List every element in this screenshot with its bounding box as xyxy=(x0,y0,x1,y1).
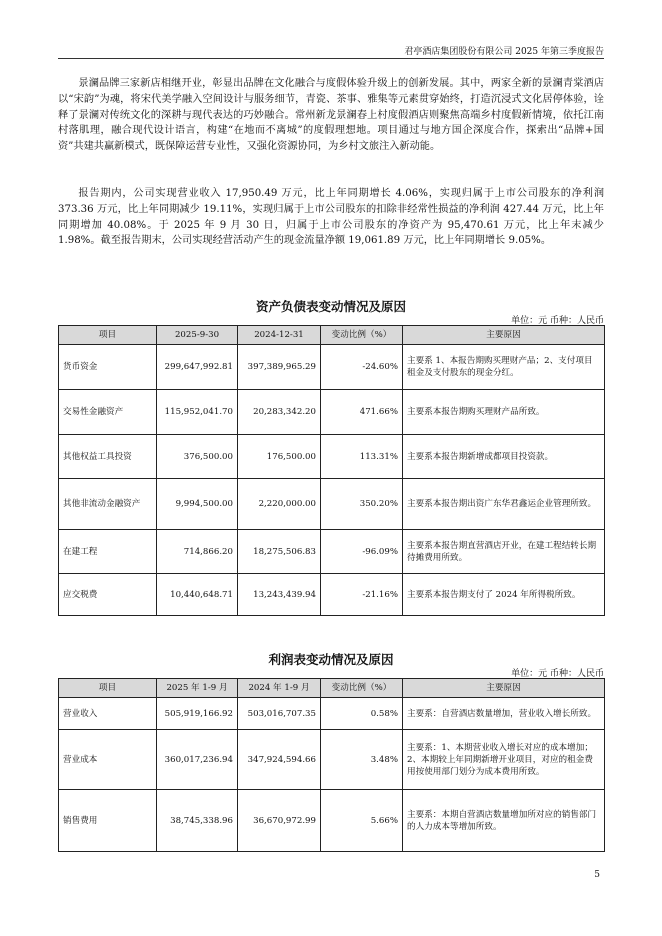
change-cell: -96.09% xyxy=(321,530,403,574)
table-row xyxy=(59,790,605,852)
change-cell: 471.66% xyxy=(321,390,403,435)
table-row xyxy=(59,730,605,790)
change-cell: 113.31% xyxy=(321,435,403,479)
value-cell: 176,500.00 xyxy=(238,435,321,479)
table-header-row xyxy=(59,679,605,698)
column-header: 项目 xyxy=(59,679,157,698)
value-cell: 714,866.20 xyxy=(157,530,238,574)
value-cell: 505,919,166.92 xyxy=(157,698,238,730)
reason-cell: 主要系 1、本报告期购买理财产品；2、支付项目租金及支付股东的现金分红。 xyxy=(403,345,605,390)
value-cell: 18,275,506.83 xyxy=(238,530,321,574)
column-header: 2025 年 1-9 月 xyxy=(157,679,238,698)
table-row xyxy=(59,698,605,730)
body-paragraph-1: 景澜品牌三家新店相继开业，彰显出品牌在文化融合与度假体验升级上的创新发展。其中，两家全新的景澜青棠酒店以“宋韵”为魂，将宋代美学融入空间设计与服务细节，青瓷、茶事、雅集等元素贯穿始终，打造沉浸式文化居停体验，诠释了景澜对传统文化的深耕与现代表达的巧妙融合。常州新龙景澜春上村度假酒店则聚焦高端乡村度假新情境，依托江南村落肌理，融合现代设计语言，构建“在地而不离城”的度假理想地。项目通过与地方国企深度合作，探索出“品牌+国资”共建共赢新模式，既保障运营专业性，又强化资源协同，为乡村文旅注入新动能。 xyxy=(58,78,604,153)
reason-cell: 主要系：1、本期营业收入增长对应的成本增加；2、本期较上年同期新增开业项目，对应的租金费用按使用部门划分为成本费用所致。 xyxy=(403,730,605,790)
value-cell: 36,670,972.99 xyxy=(238,790,321,852)
reason-cell: 主要系本报告期出资广东华君鑫运企业管理所致。 xyxy=(403,479,605,530)
reason-cell: 主要系本报告期直营酒店开业，在建工程结转长期待摊费用所致。 xyxy=(403,530,605,574)
column-header: 2024 年 1-9 月 xyxy=(238,679,321,698)
reason-cell: 主要系本报告期新增成都项目投资款。 xyxy=(403,435,605,479)
value-cell: 9,994,500.00 xyxy=(157,479,238,530)
change-cell: -24.60% xyxy=(321,345,403,390)
column-header: 项目 xyxy=(59,326,157,345)
page-header: 君亭酒店集团股份有限公司 2025 年第三季度报告 xyxy=(58,44,604,59)
item-cell: 其他权益工具投资 xyxy=(59,435,157,479)
table-row xyxy=(59,435,605,479)
body-paragraph-2: 报告期内，公司实现营业收入 17,950.49 万元，比上年同期增长 4.06%，实现归属于上市公司股东的净利润 373.36 万元，比上年同期减少 19.11%，实现归属于上市公司股东的扣除非经常性损益的净利润 427.44 万元，比上年同期增加 40.08%。于 2025 年 9 月 30 日，归属于上市公司股东的净资产为 95,470.61 万元，比上年末减少 1.98%。截至报告期末，公司实现经营活动产生的现金流量净额 19,061.89 万元，比上年同期增长 9.05%。 xyxy=(58,188,604,247)
item-cell: 销售费用 xyxy=(59,790,157,852)
table-header-row xyxy=(59,326,605,345)
income-statement-table xyxy=(58,678,605,852)
page-number: 5 xyxy=(594,870,600,880)
value-cell: 503,016,707.35 xyxy=(238,698,321,730)
item-cell: 其他非流动金融资产 xyxy=(59,479,157,530)
value-cell: 13,243,439.94 xyxy=(238,574,321,616)
value-cell: 360,017,236.94 xyxy=(157,730,238,790)
value-cell: 115,952,041.70 xyxy=(157,390,238,435)
column-header: 主要原因 xyxy=(403,326,605,345)
item-cell: 在建工程 xyxy=(59,530,157,574)
value-cell: 397,389,965.29 xyxy=(238,345,321,390)
item-cell: 交易性金融资产 xyxy=(59,390,157,435)
change-cell: -21.16% xyxy=(321,574,403,616)
value-cell: 299,647,992.81 xyxy=(157,345,238,390)
value-cell: 347,924,594.66 xyxy=(238,730,321,790)
balance-sheet-unit: 单位：元 币种：人民币 xyxy=(511,316,604,326)
column-header: 2024-12-31 xyxy=(238,326,321,345)
reason-cell: 主要系本报告期支付了 2024 年所得税所致。 xyxy=(403,574,605,616)
table-row xyxy=(59,574,605,616)
change-cell: 0.58% xyxy=(321,698,403,730)
table-row xyxy=(59,390,605,435)
balance-sheet-table xyxy=(58,325,605,616)
reason-cell: 主要系：自营酒店数量增加，营业收入增长所致。 xyxy=(403,698,605,730)
value-cell: 2,220,000.00 xyxy=(238,479,321,530)
reason-cell: 主要系本报告期购买理财产品所致。 xyxy=(403,390,605,435)
income-statement-unit: 单位：元 币种：人民币 xyxy=(511,669,604,679)
table-row xyxy=(59,479,605,530)
value-cell: 20,283,342.20 xyxy=(238,390,321,435)
reason-cell: 主要系：本期自营酒店数量增加所对应的销售部门的人力成本等增加所致。 xyxy=(403,790,605,852)
value-cell: 376,500.00 xyxy=(157,435,238,479)
change-cell: 3.48% xyxy=(321,730,403,790)
change-cell: 5.66% xyxy=(321,790,403,852)
value-cell: 10,440,648.71 xyxy=(157,574,238,616)
table-row xyxy=(59,345,605,390)
table-row xyxy=(59,530,605,574)
value-cell: 38,745,338.96 xyxy=(157,790,238,852)
column-header: 主要原因 xyxy=(403,679,605,698)
column-header: 变动比例（%） xyxy=(321,326,403,345)
column-header: 变动比例（%） xyxy=(321,679,403,698)
item-cell: 营业收入 xyxy=(59,698,157,730)
change-cell: 350.20% xyxy=(321,479,403,530)
item-cell: 应交税费 xyxy=(59,574,157,616)
income-statement-title: 利润表变动情况及原因 xyxy=(268,652,394,667)
balance-sheet-title: 资产负债表变动情况及原因 xyxy=(255,299,406,314)
column-header: 2025-9-30 xyxy=(157,326,238,345)
item-cell: 货币资金 xyxy=(59,345,157,390)
item-cell: 营业成本 xyxy=(59,730,157,790)
